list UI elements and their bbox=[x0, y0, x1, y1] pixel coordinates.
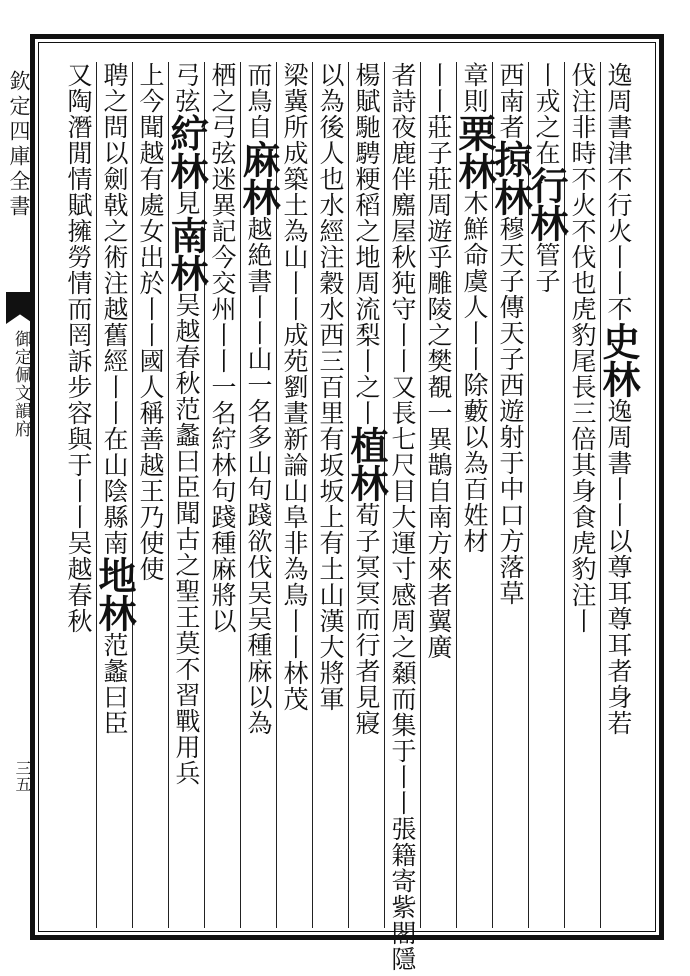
headword: 史林 bbox=[596, 322, 641, 398]
headword: 紵林 bbox=[164, 114, 209, 190]
headword: 麻林 bbox=[236, 140, 281, 216]
column-text: 吴越春秋 bbox=[64, 530, 93, 634]
column-divider bbox=[600, 62, 601, 928]
column-text: 七尺目大運寸感周之顙而集于丨丨張籍寄紫閣隱 bbox=[388, 426, 417, 972]
column-divider bbox=[204, 62, 205, 928]
margin-book-title: 欽定四庫全書 bbox=[7, 70, 31, 220]
text-column bbox=[422, 62, 454, 922]
column-divider bbox=[168, 62, 169, 928]
text-column bbox=[314, 62, 346, 922]
column-divider bbox=[240, 62, 241, 928]
text-column bbox=[236, 62, 281, 922]
column-text: 范蠡曰臣 bbox=[100, 632, 129, 736]
headword: 地林 bbox=[92, 556, 137, 632]
column-text: 莊子莊周遊乎雕陵之樊覩一異鵲自南方來者翼廣 bbox=[424, 114, 453, 660]
headword: 栗林 bbox=[452, 114, 497, 190]
column-text: 丨丨 bbox=[424, 62, 453, 114]
column-text: 聘之問以劍戟之術注越舊經丨丨在山陰縣南 bbox=[100, 62, 129, 556]
text-column bbox=[596, 62, 641, 922]
column-text: 今聞越有處女出於丨丨國人稱善越王乃使使 bbox=[136, 88, 165, 582]
column-text: 虎豹尾長三倍其身食虎豹注丨 bbox=[568, 296, 597, 634]
text-column bbox=[206, 62, 238, 922]
column-text: 西南者 bbox=[496, 62, 525, 140]
column-divider bbox=[348, 62, 349, 928]
column-text: 管子 bbox=[532, 242, 561, 294]
fishtail-mark-icon bbox=[6, 292, 34, 324]
text-column bbox=[134, 62, 166, 922]
column-text: 弓弦 bbox=[172, 62, 201, 114]
headword: 行林 bbox=[524, 166, 569, 242]
text-column bbox=[566, 62, 598, 922]
column-text: 而鳥自 bbox=[244, 62, 273, 140]
text-column bbox=[452, 62, 497, 922]
text-column bbox=[344, 62, 389, 922]
column-text: 栖之 bbox=[208, 62, 237, 114]
column-text: 見 bbox=[172, 190, 201, 216]
text-column bbox=[164, 62, 209, 922]
text-column bbox=[488, 62, 533, 922]
column-text: 木鮮命虞人丨丨除藪以為百姓材 bbox=[460, 190, 489, 554]
column-text: 伐注非時不火不伐也 bbox=[568, 62, 597, 296]
text-column bbox=[92, 62, 137, 922]
headword: 南林 bbox=[164, 216, 209, 292]
column-text: 者詩夜鹿伴䴥屋秋㹠守丨丨又長 bbox=[388, 62, 417, 426]
headword: 掠林 bbox=[488, 140, 533, 216]
column-text: 越絶書丨丨山一名多山句踐欲伐吴吴種麻以為 bbox=[244, 216, 273, 736]
text-column bbox=[524, 62, 569, 922]
headword: 植林 bbox=[344, 426, 389, 502]
column-divider bbox=[492, 62, 493, 928]
column-text: 穆天子傳天子西遊射于中口方落草 bbox=[496, 216, 525, 606]
column-text: 逸周書丨丨以尊耳尊耳者身若 bbox=[604, 398, 633, 736]
column-text: 楊賦馳騁粳稻之地周流梨丨之丨 bbox=[352, 62, 381, 426]
column-divider bbox=[96, 62, 97, 928]
column-text: 荀子冥冥而行者見寢 bbox=[352, 502, 381, 736]
column-divider bbox=[456, 62, 457, 928]
column-text: 弓弦迷異記今交州丨丨一名紵林句踐種麻將以 bbox=[208, 114, 237, 634]
column-text: 吴越春秋范蠡曰臣聞古之聖王莫不習戰用兵 bbox=[172, 292, 201, 786]
column-text: 丨戎之在 bbox=[532, 62, 561, 166]
margin-subtitle: 御定佩文韻府 bbox=[11, 330, 31, 438]
column-text: 梁冀所成築土為山丨丨成苑劉晝新論山阜非為鳥丨丨林茂 bbox=[280, 62, 309, 712]
column-text: 以為後人也水經注穀水西三百里有坂坂上有土山漢大將軍 bbox=[316, 62, 345, 712]
text-column bbox=[62, 62, 94, 922]
column-text: 上 bbox=[136, 62, 165, 88]
column-divider bbox=[420, 62, 421, 928]
column-divider bbox=[312, 62, 313, 928]
text-column bbox=[386, 62, 418, 972]
column-text: 逸周書津不行火丨丨不 bbox=[604, 62, 633, 322]
column-text: 又陶潛閒情賦擁勞情而罔訴步容與于丨丨 bbox=[64, 62, 93, 530]
margin-page-number: 三五 bbox=[13, 760, 32, 792]
column-text: 章則 bbox=[460, 62, 489, 114]
column-divider bbox=[132, 62, 133, 928]
text-column bbox=[278, 62, 310, 922]
